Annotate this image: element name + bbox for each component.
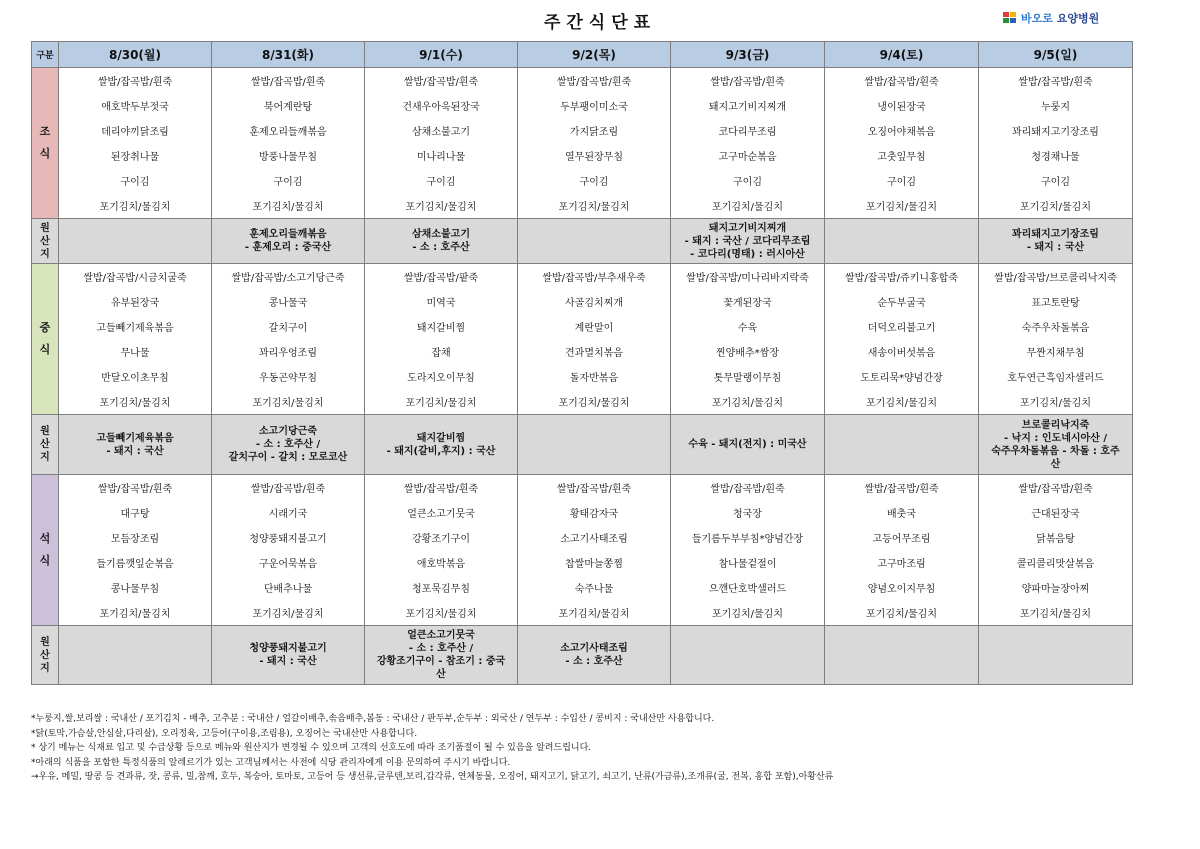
origin-label <box>32 219 59 264</box>
dinner-row <box>32 500 1133 525</box>
dish-cell: 호두연근흑임자샐러드 <box>979 364 1133 389</box>
label-char: 중 <box>39 321 51 334</box>
dinner-row <box>32 575 1133 600</box>
dish-cell: 쌀밥/잡곡밥/쥬키니홍합죽 <box>825 264 979 290</box>
dish-cell: 쌀밥/잡곡밥/흰죽 <box>212 475 365 501</box>
label-char: 원 <box>40 426 50 437</box>
label-char: 조 <box>39 125 51 138</box>
dish-cell: 구이김 <box>979 168 1133 193</box>
day-header: 8/30(월) <box>59 42 212 68</box>
dish-cell: 쌀밥/잡곡밥/흰죽 <box>518 68 671 94</box>
dish-cell: 포기김치/물김치 <box>365 600 518 626</box>
dish-cell: 꽃게된장국 <box>671 289 825 314</box>
dish-cell: 쌀밥/잡곡밥/흰죽 <box>671 68 825 94</box>
origin-cell <box>518 219 671 264</box>
dish-cell: 견과멸치볶음 <box>518 339 671 364</box>
label-char: 원 <box>40 636 50 648</box>
origin-line: - 돼지 : 국산 <box>259 656 317 667</box>
dish-cell: 포기김치/물김치 <box>212 600 365 626</box>
origin-line: - 훈제오리 : 중국산 <box>244 242 332 253</box>
origin-line: 수육 - 돼지(전지) : 미국산 <box>688 439 807 450</box>
dinner-row <box>32 525 1133 550</box>
dish-cell: 꽈리우엉조림 <box>212 339 365 364</box>
dish-cell: 쌀밥/잡곡밥/흰죽 <box>979 68 1133 94</box>
lunch-row <box>32 314 1133 339</box>
dish-cell: 데리야끼닭조림 <box>59 118 212 143</box>
dish-cell: 쌀밥/잡곡밥/흰죽 <box>518 475 671 501</box>
dish-cell: 반달오이초무침 <box>59 364 212 389</box>
label-char: 석 <box>39 532 51 545</box>
gubun-header: 구분 <box>32 42 59 68</box>
note-line: *아래의 식품을 포함한 특정식품의 알레르기가 있는 고객님께서는 사전에 식당 관리자에게 이용 문의하여 주시기 바랍니다. <box>31 757 511 768</box>
dish-cell: 사골김치찌개 <box>518 289 671 314</box>
dish-cell: 두부팽이미소국 <box>518 93 671 118</box>
label-char: 식 <box>39 343 51 356</box>
dish-cell: 청국장 <box>671 500 825 525</box>
dish-cell: 강황조기구이 <box>365 525 518 550</box>
dish-cell: 순두부굴국 <box>825 289 979 314</box>
origin-cell <box>671 415 825 475</box>
lunch-row <box>32 289 1133 314</box>
dish-cell: 구이김 <box>365 168 518 193</box>
dish-cell: 애호박볶음 <box>365 550 518 575</box>
lunch-origin-row <box>32 415 1133 475</box>
weekly-menu-table <box>31 41 1133 685</box>
dish-cell: 방풍나물무침 <box>212 143 365 168</box>
day-header: 8/31(화) <box>212 42 365 68</box>
origin-line: - 돼지 : 국산 / 코다리무조림 <box>684 235 811 247</box>
origin-cell <box>825 219 979 264</box>
dish-cell: 포기김치/물김치 <box>212 193 365 219</box>
dish-cell: 냉이된장국 <box>825 93 979 118</box>
origin-line: 소고기당근죽 <box>259 426 317 437</box>
dish-cell: 들기름깻잎순볶음 <box>59 550 212 575</box>
dish-cell: 포기김치/물김치 <box>518 600 671 626</box>
origin-line: - 낙지 : 인도네시아산 / <box>1003 432 1107 444</box>
dish-cell: 쌀밥/잡곡밥/흰죽 <box>365 68 518 94</box>
origin-cell <box>365 219 518 264</box>
dish-cell: 쌀밥/잡곡밥/미나리바지락죽 <box>671 264 825 290</box>
origin-line: - 소 : 호주산 <box>412 242 470 253</box>
label-char: 산 <box>40 439 50 450</box>
origin-line: - 소 : 호주산 / <box>408 643 474 654</box>
label-char: 지 <box>40 248 50 260</box>
origin-line: 삼채소불고기 <box>412 229 470 240</box>
dish-cell: 수육 <box>671 314 825 339</box>
origin-cell <box>979 415 1133 475</box>
origin-cell <box>365 415 518 475</box>
dish-cell: 포기김치/물김치 <box>212 389 365 415</box>
origin-cell <box>825 626 979 685</box>
label-char: 지 <box>40 452 50 463</box>
dish-cell: 도라지오이무침 <box>365 364 518 389</box>
page-title: 주간식단표 <box>543 13 657 33</box>
lunch-row <box>32 364 1133 389</box>
dish-cell: 쌀밥/잡곡밥/시금치굴죽 <box>59 264 212 290</box>
dish-cell: 배춧국 <box>825 500 979 525</box>
origin-line: 훈제오리들깨볶음 <box>249 229 327 240</box>
dish-cell: 쌀밥/잡곡밥/흰죽 <box>365 475 518 501</box>
note-line: *누룽지,쌀,보리쌀 : 국내산 / 포기김치 - 배추, 고추분 : 국내산 / 얼갈이배추,솎음배추,봄동 : 국내산 / 판두부,순두부 : 외국산 / 연두부 : 수입산 / 콩비지 : 국내산만 사용합니다. <box>31 714 715 724</box>
label-char: 산 <box>40 649 50 661</box>
lunch-label <box>32 264 59 415</box>
origin-cell <box>212 626 365 685</box>
dish-cell: 포기김치/물김치 <box>671 389 825 415</box>
dinner-label <box>32 475 59 626</box>
dish-cell: 계란말이 <box>518 314 671 339</box>
label-char: 지 <box>40 662 50 674</box>
origin-line: 얼큰소고기뭇국 <box>407 630 475 641</box>
dish-cell: 대구탕 <box>59 500 212 525</box>
dish-cell: 청포묵김무침 <box>365 575 518 600</box>
dish-cell: 양념오이지무침 <box>825 575 979 600</box>
breakfast-row <box>32 68 1133 94</box>
breakfast-row <box>32 193 1133 219</box>
origin-cell <box>365 626 518 685</box>
origin-line: - 돼지(갈비,후지) : 국산 <box>386 445 496 457</box>
logo-icon <box>1003 12 1017 24</box>
note-line: * 상기 메뉴는 식재료 입고 및 수급상황 등으로 메뉴와 원산지가 변경될 수 있으며 고객의 선호도에 따라 조기품절이 될 수 있음을 알려드립니다. <box>31 743 592 753</box>
day-header: 9/3(금) <box>671 42 825 68</box>
origin-line: 돼지갈비찜 <box>416 432 466 444</box>
dish-cell: 쌀밥/잡곡밥/부추새우죽 <box>518 264 671 290</box>
dish-cell: 톳무말랭이무침 <box>671 364 825 389</box>
dish-cell: 포기김치/물김치 <box>979 193 1133 219</box>
dish-cell: 포기김치/물김치 <box>518 389 671 415</box>
dish-cell: 우동곤약무침 <box>212 364 365 389</box>
origin-cell <box>212 219 365 264</box>
origin-cell <box>212 415 365 475</box>
dish-cell: 콩나물무침 <box>59 575 212 600</box>
dish-cell: 모듬장조림 <box>59 525 212 550</box>
origin-line: 꽈리돼지고기장조림 <box>1012 229 1099 240</box>
origin-cell <box>979 219 1133 264</box>
origin-cell <box>59 415 212 475</box>
dish-cell: 포기김치/물김치 <box>671 193 825 219</box>
dish-cell: 유부된장국 <box>59 289 212 314</box>
dish-cell: 청양풍돼지불고기 <box>212 525 365 550</box>
dish-cell: 포기김치/물김치 <box>518 193 671 219</box>
dish-cell: 고구마조림 <box>825 550 979 575</box>
dinner-origin-row <box>32 626 1133 685</box>
dish-cell: 포기김치/물김치 <box>825 193 979 219</box>
dinner-row <box>32 600 1133 626</box>
dish-cell: 구이김 <box>671 168 825 193</box>
dish-cell: 쌀밥/잡곡밥/브로콜리낙지죽 <box>979 264 1133 290</box>
dish-cell: 쌀밥/잡곡밥/흰죽 <box>671 475 825 501</box>
dish-cell: 포기김치/물김치 <box>825 600 979 626</box>
dish-cell: 찐양배추*쌈장 <box>671 339 825 364</box>
label-char: 식 <box>39 147 51 160</box>
dish-cell: 콩나물국 <box>212 289 365 314</box>
dish-cell: 열무된장무침 <box>518 143 671 168</box>
origin-line: 갈치구이 - 갈치 : 모로코산 <box>228 452 348 463</box>
dish-cell: 갈치구이 <box>212 314 365 339</box>
hospital-logo <box>1003 10 1099 26</box>
origin-line: - 소 : 호주산 / <box>255 439 321 450</box>
dish-cell: 된장취나물 <box>59 143 212 168</box>
dish-cell: 구운어묵볶음 <box>212 550 365 575</box>
dinner-row <box>32 475 1133 501</box>
dish-cell: 들기름두부부침*양념간장 <box>671 525 825 550</box>
origin-label <box>32 626 59 685</box>
origin-cell <box>671 219 825 264</box>
origin-line: - 코다리(명태) : 러시아산 <box>690 248 805 260</box>
origin-line: 돼지고기비지찌개 <box>708 222 787 234</box>
dish-cell: 청경채나물 <box>979 143 1133 168</box>
dish-cell: 북어계란탕 <box>212 93 365 118</box>
dish-cell: 돼지고기비지찌개 <box>671 93 825 118</box>
dish-cell: 쌀밥/잡곡밥/흰죽 <box>825 475 979 501</box>
origin-line: - 돼지 : 국산 <box>106 445 164 457</box>
breakfast-row <box>32 168 1133 193</box>
dish-cell: 포기김치/물김치 <box>59 389 212 415</box>
dish-cell: 미나리나물 <box>365 143 518 168</box>
logo-brand: 바오로 <box>1021 12 1053 25</box>
dish-cell: 포기김치/물김치 <box>979 600 1133 626</box>
dish-cell: 포기김치/물김치 <box>825 389 979 415</box>
lunch-row <box>32 264 1133 290</box>
dish-cell: 쌀밥/잡곡밥/흰죽 <box>212 68 365 94</box>
origin-line: - 돼지 : 국산 <box>1026 242 1085 253</box>
dish-cell: 황태감자국 <box>518 500 671 525</box>
note-line: *닭(토막,가슴살,안심살,다리살), 오리정육, 고등어(구이용,조림용), 오징어는 국내산만 사용합니다. <box>31 728 418 739</box>
dish-cell: 가지닭조림 <box>518 118 671 143</box>
origin-line: 숙주우차돌볶음 - 차돌 : 호주 <box>991 445 1120 457</box>
dish-cell: 쌀밥/잡곡밥/흰죽 <box>825 68 979 94</box>
notes <box>31 712 1171 785</box>
dish-cell: 미역국 <box>365 289 518 314</box>
dish-cell: 콜리콜리맛살볶음 <box>979 550 1133 575</box>
dish-cell: 구이김 <box>59 168 212 193</box>
dish-cell: 무나물 <box>59 339 212 364</box>
origin-line: 소고기사태조림 <box>560 643 628 654</box>
dish-cell: 쌀밥/잡곡밥/팥죽 <box>365 264 518 290</box>
dish-cell: 돌자반볶음 <box>518 364 671 389</box>
dish-cell: 도토리묵*양념간장 <box>825 364 979 389</box>
dish-cell: 애호박두부젓국 <box>59 93 212 118</box>
dish-cell: 무짠지채무침 <box>979 339 1133 364</box>
origin-line: - 소 : 호주산 <box>565 656 623 667</box>
origin-line: 산 <box>1050 458 1061 470</box>
dish-cell: 새송이버섯볶음 <box>825 339 979 364</box>
day-header: 9/4(토) <box>825 42 979 68</box>
label-char: 원 <box>40 222 50 234</box>
dish-cell: 코다리무조림 <box>671 118 825 143</box>
dish-cell: 구이김 <box>212 168 365 193</box>
dish-cell: 쌀밥/잡곡밥/소고기당근죽 <box>212 264 365 290</box>
dish-cell: 잡채 <box>365 339 518 364</box>
origin-line: 고들빼기제육볶음 <box>96 432 174 444</box>
dish-cell: 포기김치/물김치 <box>365 193 518 219</box>
day-header: 9/1(수) <box>365 42 518 68</box>
dish-cell: 포기김치/물김치 <box>671 600 825 626</box>
origin-line: 산 <box>436 669 446 680</box>
dish-cell: 근대된장국 <box>979 500 1133 525</box>
lunch-row <box>32 339 1133 364</box>
breakfast-row <box>32 118 1133 143</box>
header-row <box>32 42 1133 68</box>
origin-cell <box>59 626 212 685</box>
dinner-row <box>32 550 1133 575</box>
dish-cell: 포기김치/물김치 <box>365 389 518 415</box>
dish-cell: 포기김치/물김치 <box>59 193 212 219</box>
dish-cell: 쌀밥/잡곡밥/흰죽 <box>59 475 212 501</box>
dish-cell: 표고토란탕 <box>979 289 1133 314</box>
dish-cell: 돼지갈비찜 <box>365 314 518 339</box>
dish-cell: 오징어야채볶음 <box>825 118 979 143</box>
dish-cell: 얼큰소고기뭇국 <box>365 500 518 525</box>
dish-cell: 건새우아욱된장국 <box>365 93 518 118</box>
breakfast-row <box>32 93 1133 118</box>
dish-cell: 고구마순볶음 <box>671 143 825 168</box>
origin-cell <box>518 626 671 685</box>
origin-cell <box>979 626 1133 685</box>
dish-cell: 찹쌀마늘쫑찜 <box>518 550 671 575</box>
dish-cell: 으깬단호박샐러드 <box>671 575 825 600</box>
logo-suffix: 요양병원 <box>1056 12 1100 25</box>
dish-cell: 숙주나물 <box>518 575 671 600</box>
dish-cell: 고들빼기제육볶음 <box>59 314 212 339</box>
label-char: 산 <box>40 235 50 247</box>
dish-cell: 구이김 <box>518 168 671 193</box>
dish-cell: 고춧잎무침 <box>825 143 979 168</box>
day-header: 9/5(일) <box>979 42 1133 68</box>
origin-label <box>32 415 59 475</box>
dish-cell: 참나물겉절이 <box>671 550 825 575</box>
dish-cell: 소고기사태조림 <box>518 525 671 550</box>
lunch-row <box>32 389 1133 415</box>
origin-cell <box>825 415 979 475</box>
dish-cell: 훈제오리들깨볶음 <box>212 118 365 143</box>
breakfast-origin-row <box>32 219 1133 264</box>
dish-cell: 꽈리돼지고기장조림 <box>979 118 1133 143</box>
dish-cell: 단배추나물 <box>212 575 365 600</box>
origin-line: 강황조기구이 - 참조기 : 중국 <box>376 656 506 667</box>
dish-cell: 닭볶음탕 <box>979 525 1133 550</box>
origin-line: 청양풍돼지불고기 <box>249 643 327 654</box>
label-char: 식 <box>39 554 51 567</box>
origin-line: 브로콜리낙지죽 <box>1021 419 1090 431</box>
dish-cell: 누룽지 <box>979 93 1133 118</box>
dish-cell: 양파마늘장아찌 <box>979 575 1133 600</box>
dish-cell: 쌀밥/잡곡밥/흰죽 <box>59 68 212 94</box>
day-header: 9/2(목) <box>518 42 671 68</box>
origin-cell <box>59 219 212 264</box>
logo-text <box>1021 10 1099 26</box>
dish-cell: 더덕오리불고기 <box>825 314 979 339</box>
breakfast-label <box>32 68 59 219</box>
breakfast-row <box>32 143 1133 168</box>
dish-cell: 삼채소불고기 <box>365 118 518 143</box>
origin-cell <box>518 415 671 475</box>
dish-cell: 쌀밥/잡곡밥/흰죽 <box>979 475 1133 501</box>
note-line: →우유, 메밀, 땅콩 등 견과류, 잣, 콩류, 밀,참깨, 호두, 복숭아, 토마토, 고등어 등 생선류,글루텐,보리,갑각류, 연체동물, 오징어, 돼지고기, 닭고기, 쇠고기, 난류(가금류),조개류(굴, 전복, 홍합 포함),아황산류 <box>31 772 834 782</box>
dish-cell: 시래기국 <box>212 500 365 525</box>
dish-cell: 구이김 <box>825 168 979 193</box>
dish-cell: 포기김치/물김치 <box>979 389 1133 415</box>
dish-cell: 포기김치/물김치 <box>59 600 212 626</box>
origin-cell <box>671 626 825 685</box>
dish-cell: 숙주우차돌볶음 <box>979 314 1133 339</box>
dish-cell: 고등어무조림 <box>825 525 979 550</box>
